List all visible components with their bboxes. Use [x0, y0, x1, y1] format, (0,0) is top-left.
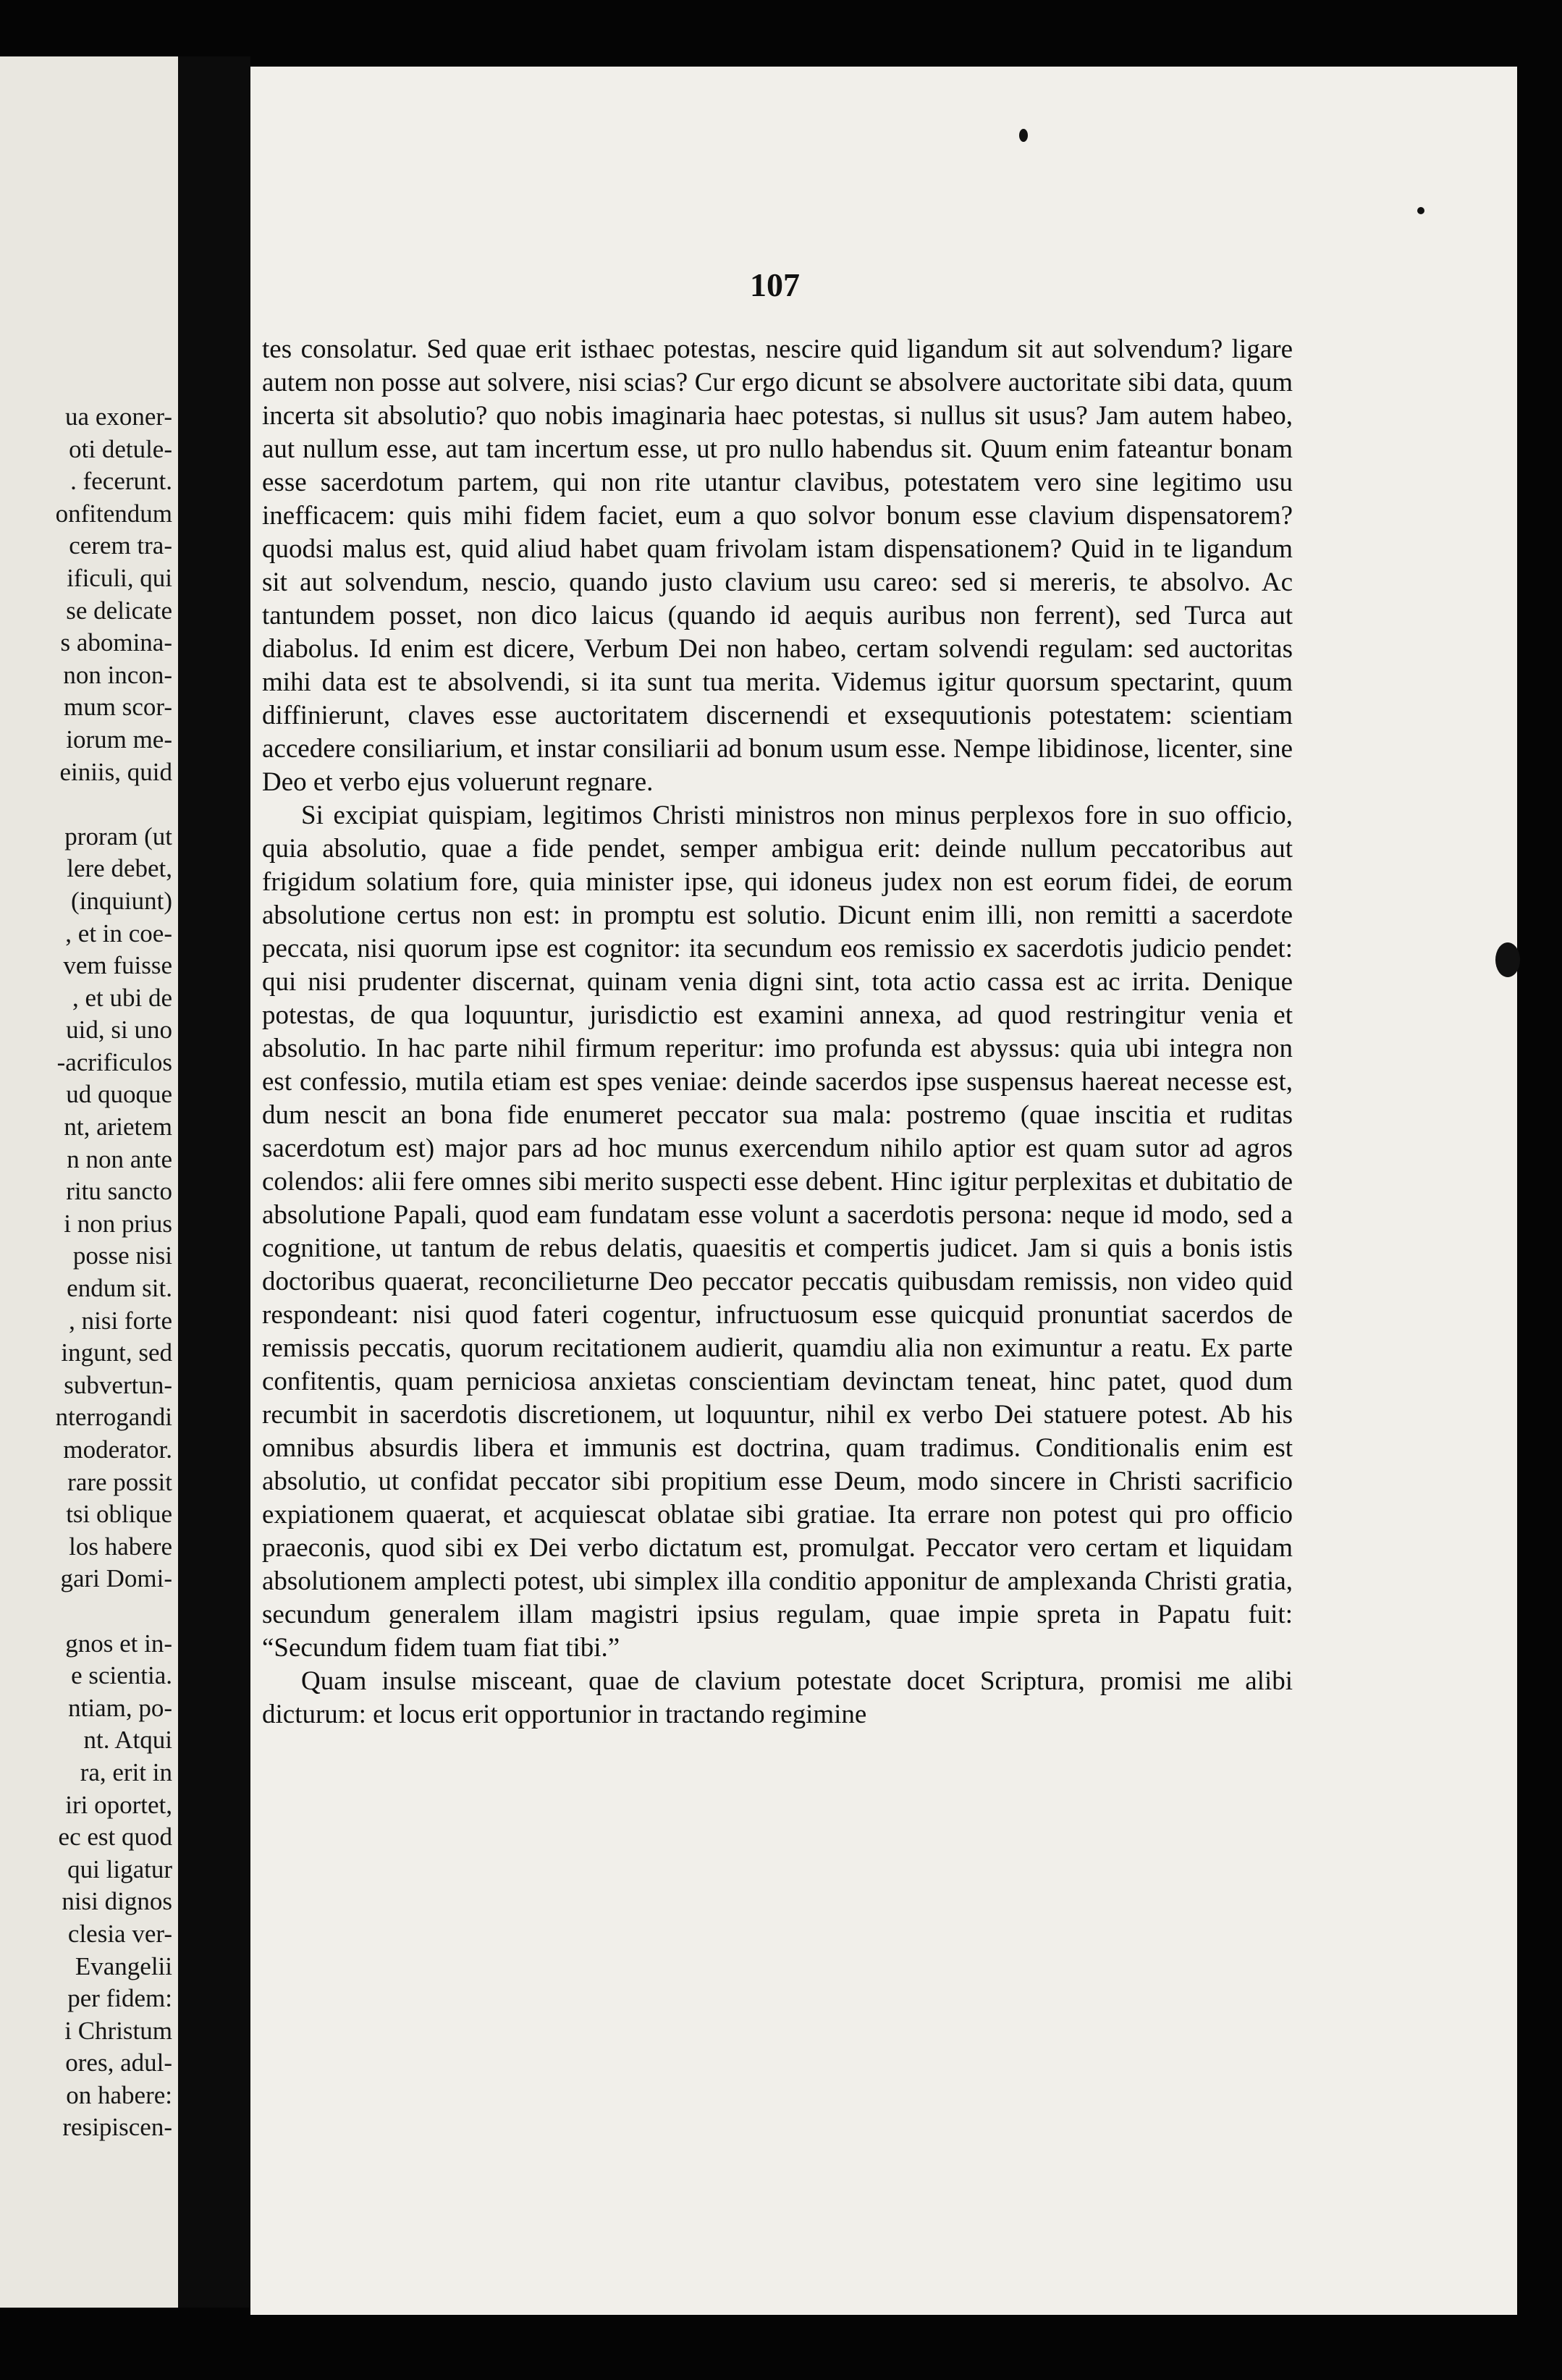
left-fragment-line: ud quoque — [66, 1080, 172, 1109]
left-fragment-line: moderator. — [63, 1435, 172, 1464]
left-fragment-line: iri oportet, — [65, 1790, 172, 1819]
left-fragment-line: resipiscen- — [62, 2113, 172, 2142]
left-fragment-line: los habere — [69, 1532, 172, 1561]
left-page-text — [56, 401, 172, 2144]
left-fragment-line: (inquiunt) — [71, 886, 172, 915]
left-page-fragment — [0, 56, 178, 2308]
left-fragment-line: tsi oblique — [66, 1500, 172, 1529]
left-fragment-line: ores, adul- — [65, 2048, 172, 2077]
left-fragment-line: nt, arietem — [64, 1113, 172, 1142]
left-fragment-line: ritu sancto — [66, 1177, 172, 1206]
left-fragment-line: clesia ver- — [67, 1919, 172, 1948]
left-fragment-line: gnos et in- — [65, 1629, 172, 1658]
left-fragment-line: non incon- — [63, 660, 172, 689]
left-fragment-line: Evangelii — [75, 1951, 172, 1980]
left-fragment-line: uid, si uno — [66, 1016, 172, 1045]
left-fragment-line: nt. Atqui — [83, 1726, 172, 1755]
left-fragment-line: e scientia. — [71, 1661, 172, 1690]
left-fragment-line — [56, 788, 172, 821]
left-fragment-line: onfitendum — [55, 499, 172, 528]
left-fragment-line: -acrificulos — [56, 1047, 172, 1076]
left-fragment-line: , et in coe- — [65, 919, 172, 948]
left-fragment-line: n non ante — [67, 1144, 172, 1173]
left-fragment-line: nterrogandi — [55, 1403, 172, 1432]
left-fragment-line: qui ligatur — [67, 1854, 172, 1883]
left-fragment-line: nisi dignos — [62, 1887, 172, 1916]
left-fragment-line: . fecerunt. — [70, 467, 172, 496]
left-fragment-line: ua exoner- — [65, 402, 172, 431]
left-fragment-line: on habere: — [66, 2080, 172, 2109]
paragraph-1: tes consolatur. Sed quae erit isthaec potestas, nescire quid ligandum sit aut solvendum? ligare autem non posse aut solvere, nisi scias? Cur ergo dicunt se absolvere auctoritate sibi data, quum incerta sit absolutio? quo nobis imaginaria haec potestas, si nullus sit usus? Jam autem habeo, aut nullum esse, aut tam incertum esse, ut pro nullo habendus sit. Quum enim fateantur bonam esse sacerdotum partem, qui non rite utantur clavibus, potestatem vero sine legitimo usu inefficacem: quis mihi fidem faciet, eum a quo solvor bonum esse clavium dispensatorem? quodsi malus est, quid aliud habet quam frivolam istam dispensationem? Quid in te ligandum sit aut solvendum, nescio, quando justo clavium usu careo: sed si mereris, te absolvo. Ac tantundem posset, non dico laicus (quando id aequis auribus non ferrent), sed Turca aut diabolus. Id enim est dicere, Verbum Dei non habeo, certam solvendi regulam: sed auctoritas mihi data est te absolvendi, si ita sunt tua merita. Videmus igitur quorsum spectarint, quum diffinierunt, claves esse auctoritatem discernendi et exsequutionis potestatem: scientiam accedere consiliarium, et instar consiliarii ad bonum usum esse. Nempe libidinose, licenter, sine Deo et verbo ejus voluerunt regnare. — [262, 334, 1293, 797]
left-fragment-line: oti detule- — [69, 434, 172, 463]
book-gutter — [178, 56, 250, 2308]
left-fragment-line: einiis, quid — [59, 757, 172, 786]
left-fragment-line: rare possit — [67, 1467, 172, 1496]
left-fragment-line: i Christum — [64, 2016, 172, 2045]
paragraph-2: Si excipiat quispiam, legitimos Christi ministros non minus perplexos fore in suo officio, quia absolutio, quae a fide pendet, semper ambigua erit: deinde nullum peccatoribus aut frigidum solatium fore, quia minister ipse, qui idoneus judex non est eorum fidei, de eorum absolutione certus non est: in promptu est solutio. Dicunt enim illi, non remitti a sacerdote peccata, nisi quorum ipse est cognitor: ita secundum eos remissio ex sacerdotis judicio pendet: qui nisi prudenter discernat, quinam venia digni sint, tota actio cassa est ac irrita. Denique potestas, de qua loquuntur, jurisdictio est examini annexa, ad quod restringitur venia et absolutio. In hac parte nihil firmum reperitur: imo profunda est abyssus: quia ubi integra non est confessio, mutila etiam est spes veniae: deinde sacerdos ipse suspensus haereat necesse est, dum nescit an bona fide enumeret peccator sua mala: postremo (quae inscitia et ruditas sacerdotum est) major pars ad hoc munus exercendum nihilo aptior est quam sutor ad agros colendos: alii fere omnes sibi merito suspecti esse debent. Hinc igitur perplexitas et dubitatio de absolutione Papali, quod eam fundatam esse volunt a sacerdotis persona: neque id modo, sed a cognitione, ut tantum de rebus delatis, quaesitis et compertis judicet. Jam si quis a bonis istis doctoribus quaerat, reconcilieturne Deo peccator peccatis quibusdam remissis, non video quid respondeant: nisi quod fateri cogentur, infructuosum esse quicquid pronuntiat sacerdos de remissis peccatis, quorum recitationem audierit, quamdiu alia non eximuntur a reatu. Ex parte confitentis, quam perniciosa anxietas conscientiam devinctam teneat, hinc patet, quod dum recumbit in sacerdotis discretionem, ut loquuntur, nihil ex verbo Dei statuere potest. Ab his omnibus absurdis libera et immunis est doctrina, quam tradimus. Conditionalis enim est absolutio, ut confidat peccator sibi propitium esse Deum, modo sincere in Christi sacrificio expiationem quaerat, et acquiescat oblatae sibi gratiae. Ita errare non potest qui pro officio praeconis, quod sibi ex Dei verbo dictatum est, promulgat. Peccator vero certam et liquidam absolutionem amplecti potest, ubi simplex illa conditio apponitur de amplexanda Christi gratia, secundum generalem illam magistri ipsius regulam, quae impie spreta in Papatu fuit: “Secundum fidem tuam fiat tibi.” — [262, 801, 1293, 1663]
left-fragment-line: s abomina- — [60, 628, 172, 657]
left-fragment-line: proram (ut — [64, 822, 172, 851]
left-fragment-line: se delicate — [66, 596, 172, 625]
left-fragment-line: gari Domi- — [60, 1564, 172, 1593]
left-fragment-line: iorum me- — [66, 725, 172, 754]
scan-speck — [1495, 942, 1520, 977]
left-fragment-line: subvertun- — [64, 1370, 172, 1399]
page-number: 107 — [750, 266, 800, 303]
scan-speck — [1019, 129, 1028, 142]
left-fragment-line: ra, erit in — [80, 1757, 172, 1786]
left-fragment-line: mum scor- — [64, 693, 172, 722]
left-fragment-line: ec est quod — [58, 1823, 172, 1852]
left-fragment-line: endum sit. — [67, 1274, 172, 1303]
left-fragment-line: ntiam, po- — [68, 1693, 172, 1722]
scan-speck — [1417, 207, 1424, 214]
paragraph-3: Quam insulse misceant, quae de clavium potestate docet Scriptura, promisi me alibi dicturum: et locus erit opportunior in tractando regimine — [262, 1666, 1293, 1729]
left-fragment-line: vem fuisse — [63, 951, 172, 980]
left-fragment-line: ificuli, qui — [67, 563, 172, 592]
left-fragment-line: i non prius — [64, 1209, 172, 1238]
left-fragment-line: per fidem: — [67, 1984, 172, 2013]
left-fragment-line: lere debet, — [67, 854, 172, 883]
left-fragment-line: posse nisi — [72, 1241, 172, 1270]
left-fragment-line: ingunt, sed — [61, 1338, 172, 1367]
page-body — [262, 333, 1293, 1731]
left-fragment-line: cerem tra- — [69, 531, 172, 560]
left-fragment-line: , et ubi de — [72, 983, 172, 1012]
left-fragment-line: , nisi forte — [69, 1306, 172, 1335]
left-fragment-line — [56, 1595, 172, 1628]
